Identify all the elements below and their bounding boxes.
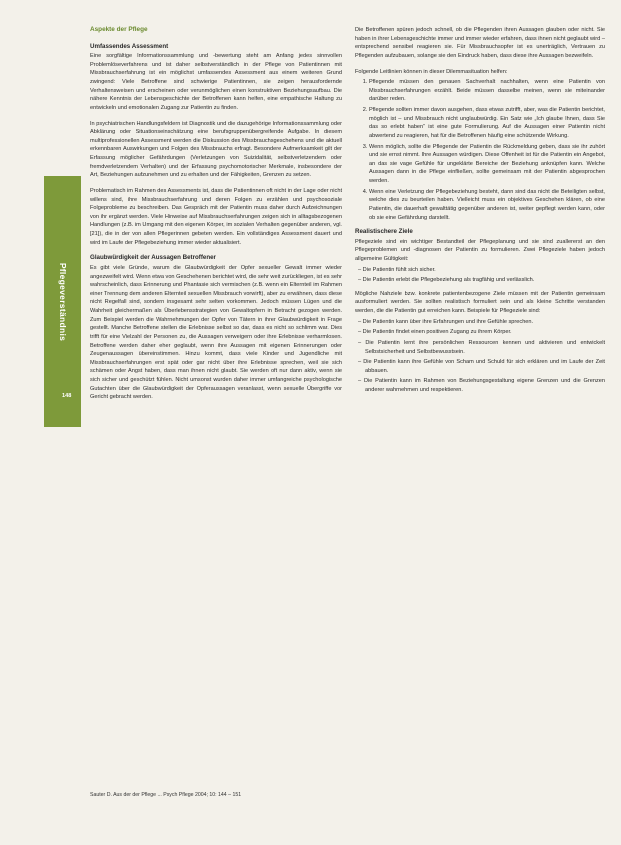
list-item: 2. Pflegende sollten immer davon ausgehen, dass etwas zutrifft, aber, was die Patientin berichtet, möglich ist – und Missbrauch nicht unglaubwürdig. Ein Satz wie „Ich glaube Ihnen, dass Sie das so erlebt haben“ ist eine gute Formulierung. Auf die Aussagen einer Patientin nicht abwertend zu reagieren, hat für die Betroffenen häufig eine schützende Wirkung. xyxy=(369,106,605,141)
heading-credibility: Glaubwürdigkeit der Aussagen Betroffener xyxy=(90,254,216,262)
list-item: – Die Patientin erlebt die Pflegebeziehung als tragfähig und verlässlich. xyxy=(365,276,605,285)
goals-list xyxy=(355,266,605,285)
paragraph: Pflegeziele sind ein wichtiger Bestandteil der Pflegeplanung und sie sind zuallererst an den Pflegeproblemen und -diagnosen der Patientin zu formulieren. Zwei Pflegeziele haben jedoch allgemeine Gültigkeit: xyxy=(355,238,605,262)
heading-goals: Realistischere Ziele xyxy=(355,228,413,236)
citation-footer: Sauter D. Aus der der Pflege ... Psych Pflege 2004; 10: 144 – 151 xyxy=(90,792,242,798)
paragraph: Die Betroffenen spüren jedoch schnell, ob die Pflegenden ihren Aussagen glauben oder nicht. Sie haben in ihrer Lebensgeschichte immer und immer wieder erfahren, dass ihnen nicht geglaubt wird – entsprechend sensibel reagieren sie. Für Missbrauchsopfer ist es unerträglich, Vertrauen zu Pflegenden aufzubauen, solange sie den Eindruck haben, dass diese ihre Aussagen bezweifeln. xyxy=(355,27,605,59)
paragraph: Mögliche Nahziele bzw. konkrete patientenbezogene Ziele müssen mit der Patientin gemeinsam ausformuliert werden. Sie sollten realistisch formuliert sein und als kleine Schritte verstanden werden, die die Patientin gut erreichen kann. Beispiele für Pflegeziele sind: xyxy=(355,290,605,315)
paragraph: In psychiatrischen Handlungsfeldern ist Diagnostik und die dazugehörige Informationssammlung oder Abklärung oder Situationseinschätzung eine berufsgruppenübergreifende Aufgabe. In diesem multiprofessionellen Assessment werden die Diskussion des Missbrauchsgeschehens und die aktuell erkennbaren Auswirkungen und Folgen des Missbrauchs erfragt. Besondere Aufmerksamkeit gilt der Erfassung möglicher Gefährdungen (Verletzungen von Suizidalität, selbstverletzendem oder fremdverletzendem Verhalten) und der Erfassung psychomotorischer Merkmale, insbesondere der Art, Beziehungen aufzunehmen und zu erhalten und der Fähigkeiten, Grenzen zu setzen. xyxy=(90,120,342,179)
section-sidebar-tab xyxy=(44,176,81,427)
list-item: – Die Patientin lernt ihre persönlichen Ressourcen kennen und aktivieren und entwickelt Selbstsicherheit und Selbstbewusstsein. xyxy=(365,339,605,356)
paragraph: Problematisch im Rahmen des Assessments ist, dass die Patientinnen oft nicht in der Lage oder nicht willens sind, ihre Missbrauchserfahrung und deren Folgen zu erzählen und psychosoziale Folgeprobleme zu beschreiben. Das Gespräch mit der Patientin muss daher durch Aufzeichnungen von ihr ergänzt werden. Viele Hinweise auf Missbrauchserfahrungen zeigen sich in alltagsbezogenen Handlungen (z.B. im Umgang mit den eigenen Körper, im sozialen Verhalten gegenüber anderen, vgl. [21]), die in der von allen Pflegerinnen gebeten werden. Ein vollständiges Assessment dauert und wird im Laufe der Pflegebeziehung immer wieder aktualisiert. xyxy=(90,187,342,246)
section-kicker: Aspekte der Pflege xyxy=(90,26,148,33)
list-item: – Die Patientin kann im Rahmen von Beziehungsgestaltung eigene Grenzen und die Grenzen anderer wahrnehmen und respektieren. xyxy=(365,377,605,394)
list-item: – Die Patientin findet einen positiven Zugang zu ihrem Körper. xyxy=(365,328,605,337)
list-item: 4. Wenn eine Verletzung der Pflegebeziehung besteht, dann sind das nicht die Beteiligten selbst, welche dies zu beurteilen haben. Vielleicht muss ein objektives Geschehen klären, ob eine Patientin, die dauerhaft gewalttätig gegenüber anderen ist, weiter gepflegt werden kann, oder ob sie eine Gefährdung darstellt. xyxy=(369,188,605,223)
paragraph: Eine sorgfältige Informationssammlung und -bewertung steht am Anfang jedes sinnvollen Problemlöseverfahrens und ist daher selbstverständlich in der Pflege von Patientinnen mit Missbrauchserfahrung ist ein möglichst umfassendes Assessment aus einem weiteren Grund zwingend: Viele Betroffene sind schwierige Patientinnen, sie zeigen herausfordernde Verhaltensweisen und erscheinen oder verunmöglichen einen konstruktiven Beziehungsaufbau. Die nähere Kenntnis der Lebensgeschichte der Betroffenen kann helfen, eine empathische Haltung zu entwickeln und emotionalen Zugang zur Patientin zu finden. xyxy=(90,53,342,111)
list-item: – Die Patientin fühlt sich sicher. xyxy=(365,266,605,275)
examples-list xyxy=(355,318,605,395)
guidelines-list xyxy=(355,78,605,222)
right-column xyxy=(355,26,605,400)
list-item: – Die Patientin kann ihre Gefühle von Scham und Schuld für sich erklären und im Laufe der Zeit abbauen. xyxy=(365,358,605,375)
list-item: 1. Pflegende müssen den genauen Sachverhalt nachhalten, wenn eine Patientin von Missbrauchserfahrungen erzählt. Beide müssen dasselbe meinen, wenn sie miteinander darüber reden. xyxy=(369,78,605,104)
list-item: 3. Wenn möglich, sollte die Pflegende der Patientin die Rückmeldung geben, dass sie ihr zuhört und sie ernst nimmt. Ihre Aussagen würdigen. Diese Offenheit ist für die Patientin ein Angebot, an das sie vage Gefühle für ungeklärte Bereiche der Beziehung anknüpfen kann. Welche Aussagen dann in die Pflege einfließen, sollte gemeinsam mit der Patientin abgesprochen werden. xyxy=(369,143,605,186)
left-column xyxy=(90,26,342,409)
section-label: Pflegeverständnis xyxy=(57,262,68,341)
heading-assessment: Umfassendes Assessment xyxy=(90,42,169,50)
paragraph: Es gibt viele Gründe, warum die Glaubwürdigkeit der Opfer sexueller Gewalt immer wieder angezweifelt wird. Wenn etwa von Geschehenen berichtet wird, die sehr weit zurückliegen, ist es sehr wahrscheinlich, dass Erinnerung und Phantasie sich vermischen (z.B. wenn ein Elternteil im Rahmen einer Trennung dem anderen Elternteil sexuellen Missbrauch vorwirft), aber zu erwähnen, dass diese nicht Regelfall sind, sondern insgesamt sehr selten vorkommen. Jedoch müssen Lügen und die Wahrheit gleichermaßen als Überlebensstrategien von Gewaltopfern in Betracht gezogen werden. Zum Beispiel werden die Wahrnehmungen der Opfer von Tätern in ihrer Glaubwürdigkeit in Frage gestellt. Manche Betroffene stellen die Erlebnisse selbst so dar, dass es nicht so schlimm war. Dies trifft für eine Vielzahl der Personen zu, die Aussagen verweigern oder ihre Erlebnisse verharmlosen. Betroffene werden daher eher geglaubt, wenn ihre Aussagen mit eigenen Erinnerungen oder Zeugenaussagen übereinstimmen. Hinzu kommt, dass viele Kinder und Jugendliche mit Missbrauchserfahrungen erst spät oder gar nicht über ihre Erlebnisse sprechen, weil sie sich schämen oder Angst haben, dass man ihnen nicht glaubt. Sie werden oft nur dann aktiv, wenn sie sich sicher und geschützt fühlen. Nicht umsonst wurden daher immer umfangreiche psychologische Gutachten über die Glaubwürdigkeit der Opferaussagen veranlasst, wenn sexuelle Übergriffe vor Gericht gebracht werden. xyxy=(90,264,342,401)
list-item: – Die Patientin kann über ihre Erfahrungen und ihre Gefühle sprechen. xyxy=(365,318,605,327)
page-number: 148 xyxy=(62,393,72,399)
guidelines-lead: Folgende Leitlinien können in dieser Dilemmasituation helfen: xyxy=(355,68,508,75)
